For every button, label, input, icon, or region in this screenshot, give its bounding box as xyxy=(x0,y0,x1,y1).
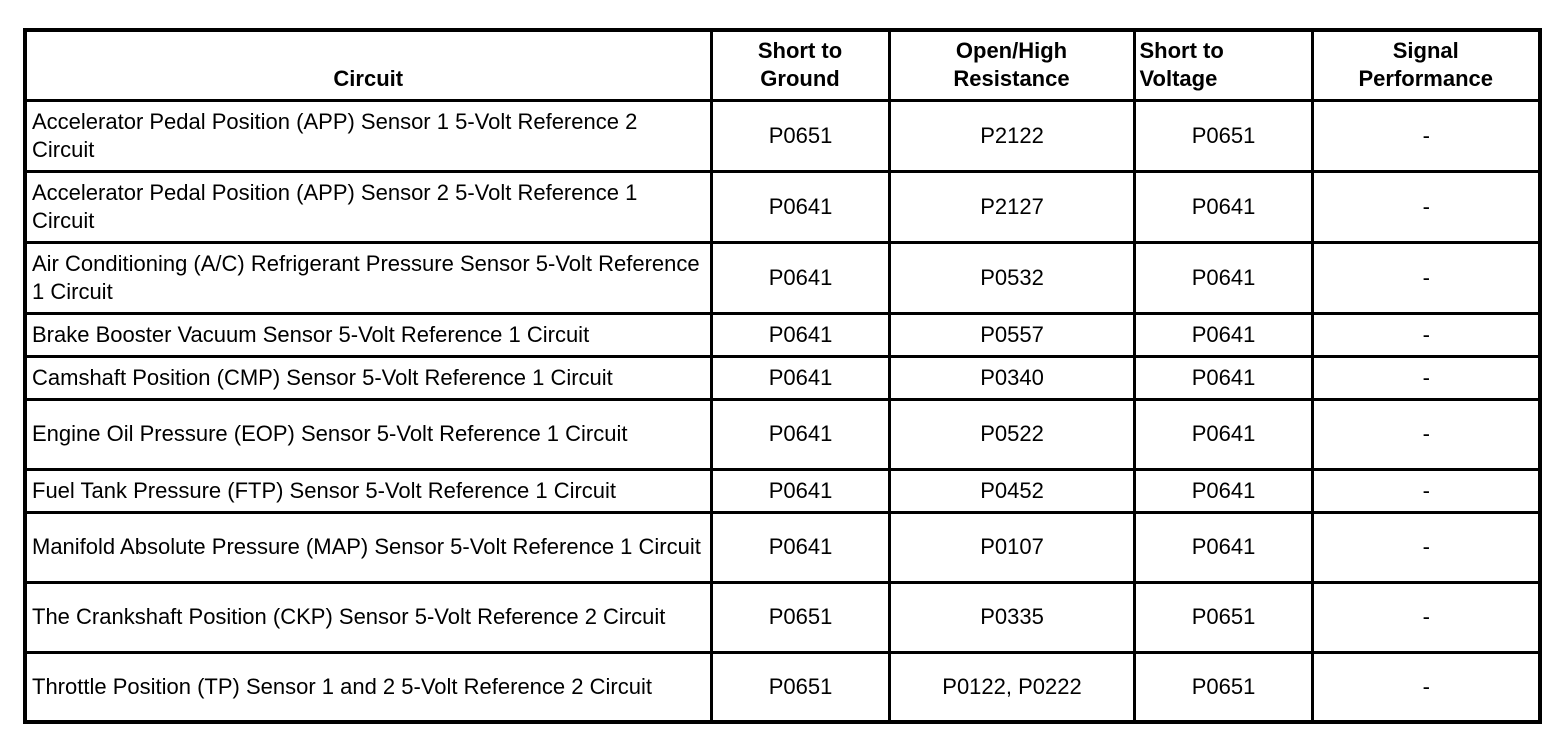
cell-circuit: Air Conditioning (A/C) Refrigerant Pressure Sensor 5-Volt Reference 1 Circuit xyxy=(25,242,711,313)
cell-open-high-resistance: P0122, P0222 xyxy=(889,652,1134,722)
header-short-to-ground-line2: Ground xyxy=(760,65,840,91)
cell-open-high-resistance: P2127 xyxy=(889,171,1134,242)
cell-short-to-ground: P0641 xyxy=(711,512,889,582)
cell-signal-performance: - xyxy=(1312,652,1540,722)
cell-circuit: Accelerator Pedal Position (APP) Sensor 1 5-Volt Reference 2 Circuit xyxy=(25,100,711,171)
table-row xyxy=(25,171,1540,242)
cell-short-to-voltage: P0641 xyxy=(1134,313,1312,356)
header-short-to-voltage-line1: Short to xyxy=(1139,37,1224,63)
cell-short-to-ground: P0651 xyxy=(711,100,889,171)
cell-signal-performance: - xyxy=(1312,171,1540,242)
cell-signal-performance: - xyxy=(1312,582,1540,652)
cell-short-to-voltage: P0641 xyxy=(1134,399,1312,469)
header-signal-performance xyxy=(1312,30,1540,100)
cell-short-to-voltage: P0651 xyxy=(1134,100,1312,171)
table-row xyxy=(25,469,1540,512)
cell-open-high-resistance: P2122 xyxy=(889,100,1134,171)
cell-circuit: Brake Booster Vacuum Sensor 5-Volt Reference 1 Circuit xyxy=(25,313,711,356)
cell-open-high-resistance: P0557 xyxy=(889,313,1134,356)
cell-short-to-ground: P0641 xyxy=(711,469,889,512)
cell-open-high-resistance: P0335 xyxy=(889,582,1134,652)
table-row xyxy=(25,582,1540,652)
cell-signal-performance: - xyxy=(1312,313,1540,356)
cell-signal-performance: - xyxy=(1312,399,1540,469)
cell-circuit: Camshaft Position (CMP) Sensor 5-Volt Reference 1 Circuit xyxy=(25,356,711,399)
cell-short-to-voltage: P0651 xyxy=(1134,652,1312,722)
cell-short-to-voltage: P0641 xyxy=(1134,512,1312,582)
cell-circuit: The Crankshaft Position (CKP) Sensor 5-Volt Reference 2 Circuit xyxy=(25,582,711,652)
cell-circuit: Accelerator Pedal Position (APP) Sensor 2 5-Volt Reference 1 Circuit xyxy=(25,171,711,242)
header-short-to-voltage xyxy=(1134,30,1312,100)
header-signal-performance-line1: Signal xyxy=(1392,37,1459,63)
dtc-table xyxy=(23,28,1542,724)
cell-short-to-voltage: P0651 xyxy=(1134,582,1312,652)
cell-short-to-voltage: P0641 xyxy=(1134,171,1312,242)
header-short-to-ground xyxy=(711,30,889,100)
header-open-high-resistance xyxy=(889,30,1134,100)
table-row xyxy=(25,512,1540,582)
header-signal-performance-line2: Performance xyxy=(1358,65,1493,91)
cell-short-to-ground: P0641 xyxy=(711,242,889,313)
cell-signal-performance: - xyxy=(1312,469,1540,512)
header-circuit-label: Circuit xyxy=(333,65,404,91)
cell-signal-performance: - xyxy=(1312,100,1540,171)
cell-short-to-ground: P0651 xyxy=(711,652,889,722)
cell-short-to-ground: P0641 xyxy=(711,171,889,242)
cell-open-high-resistance: P0340 xyxy=(889,356,1134,399)
cell-short-to-voltage: P0641 xyxy=(1134,242,1312,313)
header-row xyxy=(25,30,1540,100)
cell-short-to-ground: P0641 xyxy=(711,399,889,469)
cell-open-high-resistance: P0452 xyxy=(889,469,1134,512)
table-row xyxy=(25,313,1540,356)
cell-short-to-voltage: P0641 xyxy=(1134,356,1312,399)
cell-short-to-ground: P0641 xyxy=(711,356,889,399)
cell-signal-performance: - xyxy=(1312,356,1540,399)
cell-circuit: Fuel Tank Pressure (FTP) Sensor 5-Volt Reference 1 Circuit xyxy=(25,469,711,512)
table-row xyxy=(25,652,1540,722)
cell-short-to-ground: P0641 xyxy=(711,313,889,356)
cell-signal-performance: - xyxy=(1312,512,1540,582)
header-open-high-line2: Resistance xyxy=(953,65,1070,91)
header-short-to-ground-line1: Short to xyxy=(757,37,843,63)
cell-short-to-voltage: P0641 xyxy=(1134,469,1312,512)
cell-signal-performance: - xyxy=(1312,242,1540,313)
header-short-to-voltage-line2: Voltage xyxy=(1139,65,1218,91)
cell-circuit: Throttle Position (TP) Sensor 1 and 2 5-Volt Reference 2 Circuit xyxy=(25,652,711,722)
table-row xyxy=(25,399,1540,469)
table-row xyxy=(25,242,1540,313)
cell-open-high-resistance: P0532 xyxy=(889,242,1134,313)
cell-open-high-resistance: P0522 xyxy=(889,399,1134,469)
header-open-high-line1: Open/High xyxy=(955,37,1068,63)
header-circuit xyxy=(25,30,711,100)
cell-circuit: Engine Oil Pressure (EOP) Sensor 5-Volt Reference 1 Circuit xyxy=(25,399,711,469)
cell-circuit: Manifold Absolute Pressure (MAP) Sensor 5-Volt Reference 1 Circuit xyxy=(25,512,711,582)
table-row xyxy=(25,100,1540,171)
cell-open-high-resistance: P0107 xyxy=(889,512,1134,582)
table-row xyxy=(25,356,1540,399)
cell-short-to-ground: P0651 xyxy=(711,582,889,652)
